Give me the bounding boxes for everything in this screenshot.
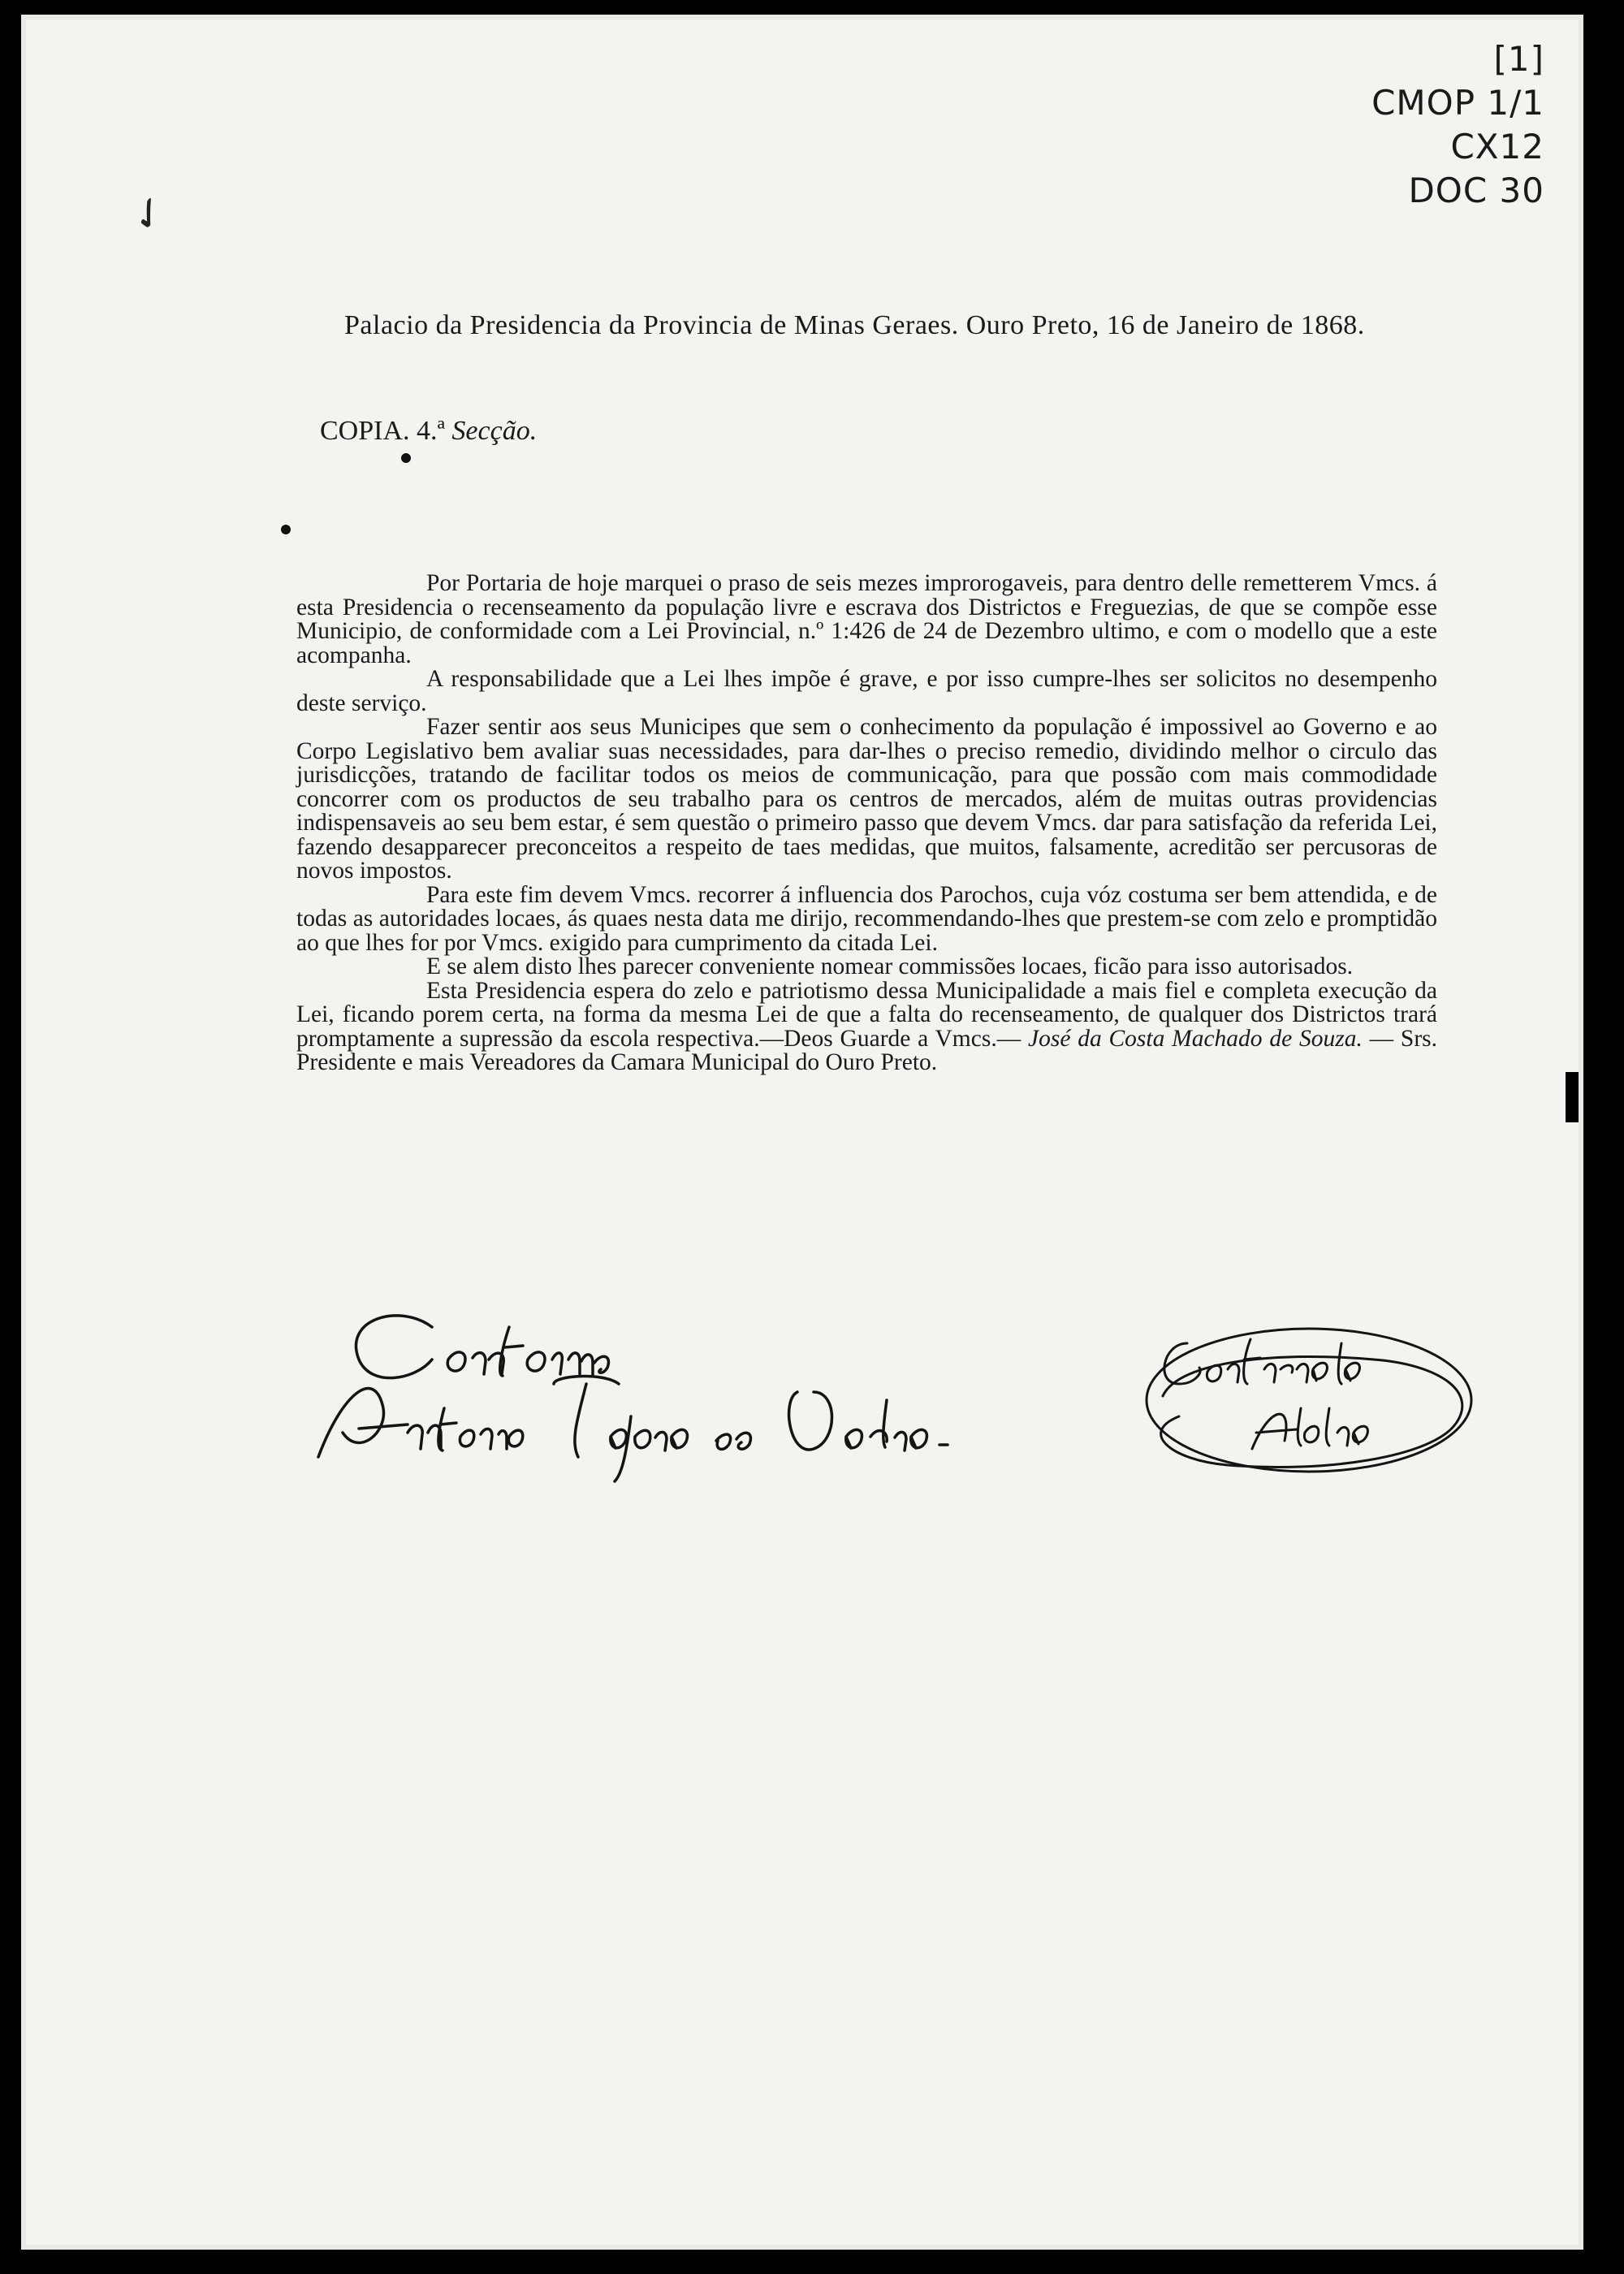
document-page	[21, 15, 1583, 2250]
paragraph: Para este fim devem Vmcs. recorrer á influencia dos Parochos, cuja vóz costuma ser bem attendida, e de todas as autoridades locaes, ás quaes nesta data me dirijo, recommendando-lhes que prestem-se com zelo e promptidão ao que lhes for por Vmcs. exigido para cumprimento da citada Lei.	[296, 881, 1437, 956]
section-number: 4.ª	[417, 416, 445, 446]
closing-text: Esta Presidencia espera do zelo e patriotismo dessa Municipalidade a mais fiel e completa execução da Lei, ficando porem certa, na forma da mesma Lei de que a falta do recenseamento, de qualquer dos Districtos trará promptamente a supressão da escola respectiva.—Deos Guarde a Vmcs.—	[296, 977, 1437, 1052]
paragraph: E se alem disto lhes parecer conveniente nomear commissões locaes, ficão para isso autorisados.	[426, 953, 1354, 979]
letter-body	[296, 572, 1437, 1075]
handwritten-signature-conforme	[310, 1295, 1041, 1489]
archive-ref-line: CMOP 1/1	[1371, 83, 1544, 123]
ink-dot	[401, 453, 411, 463]
edge-tab	[1566, 1072, 1579, 1122]
paragraph: A responsabilidade que a Lei lhes impõe é grave, e por isso cumpre-lhes ser solicitos no desempenho deste serviço.	[296, 666, 1437, 716]
paragraph: Por Portaria de hoje marquei o praso de seis mezes improrogaveis, para dentro delle remetterem Vmcs. á esta Presidencia o recenseamento da população livre e escrava dos Districtos e Freguezias, de que se compõe esse Municipio, de conformidade com a Lei Provincial, n.º 1:426 de 24 de Dezembro ultimo, e com o modello que a este acompanha.	[296, 570, 1437, 668]
copy-label: COPIA.	[320, 416, 410, 446]
handwritten-signature-conferida	[1130, 1311, 1488, 1489]
archive-ref-line: CX12	[1450, 127, 1544, 166]
section-heading	[320, 416, 537, 447]
section-name: Secção.	[451, 416, 538, 446]
archive-reference	[1371, 37, 1544, 213]
closing-paragraph	[296, 979, 1437, 1075]
archive-ref-line: [1]	[1493, 39, 1544, 79]
pencil-tick-mark: ✓	[121, 185, 178, 244]
addressee: — Srs. Presidente e mais Vereadores da Camara Municipal do Ouro Preto.	[296, 1025, 1438, 1075]
ink-dot	[281, 525, 291, 534]
paragraph: Fazer sentir aos seus Municipes que sem o conhecimento da população é impossivel ao Governo e ao Corpo Legislativo bem avaliar suas necessidades, para dar-lhes o preciso remedio, dividindo melhor o circulo das jurisdicções, tratando de facilitar todos os meios de communicação, para que possão com mais commodidade concorrer com os productos de seu trabalho para os centros de mercados, além de muitas outras providencias indispensaveis ao seu bem estar, é sem questão o primeiro passo que devem Vmcs. dar para satisfação da referida Lei, fazendo desapparecer preconceitos a respeito de taes medidas, que muitos, falsamente, acreditão ser percusoras de novos impostos.	[296, 714, 1437, 884]
signatory-name: José da Costa Machado de Souza.	[1028, 1025, 1363, 1052]
archive-ref-line: DOC 30	[1408, 171, 1544, 210]
document-header: Palacio da Presidencia da Provincia de Minas Geraes. Ouro Preto, 16 de Janeiro de 1868.	[344, 310, 1365, 340]
